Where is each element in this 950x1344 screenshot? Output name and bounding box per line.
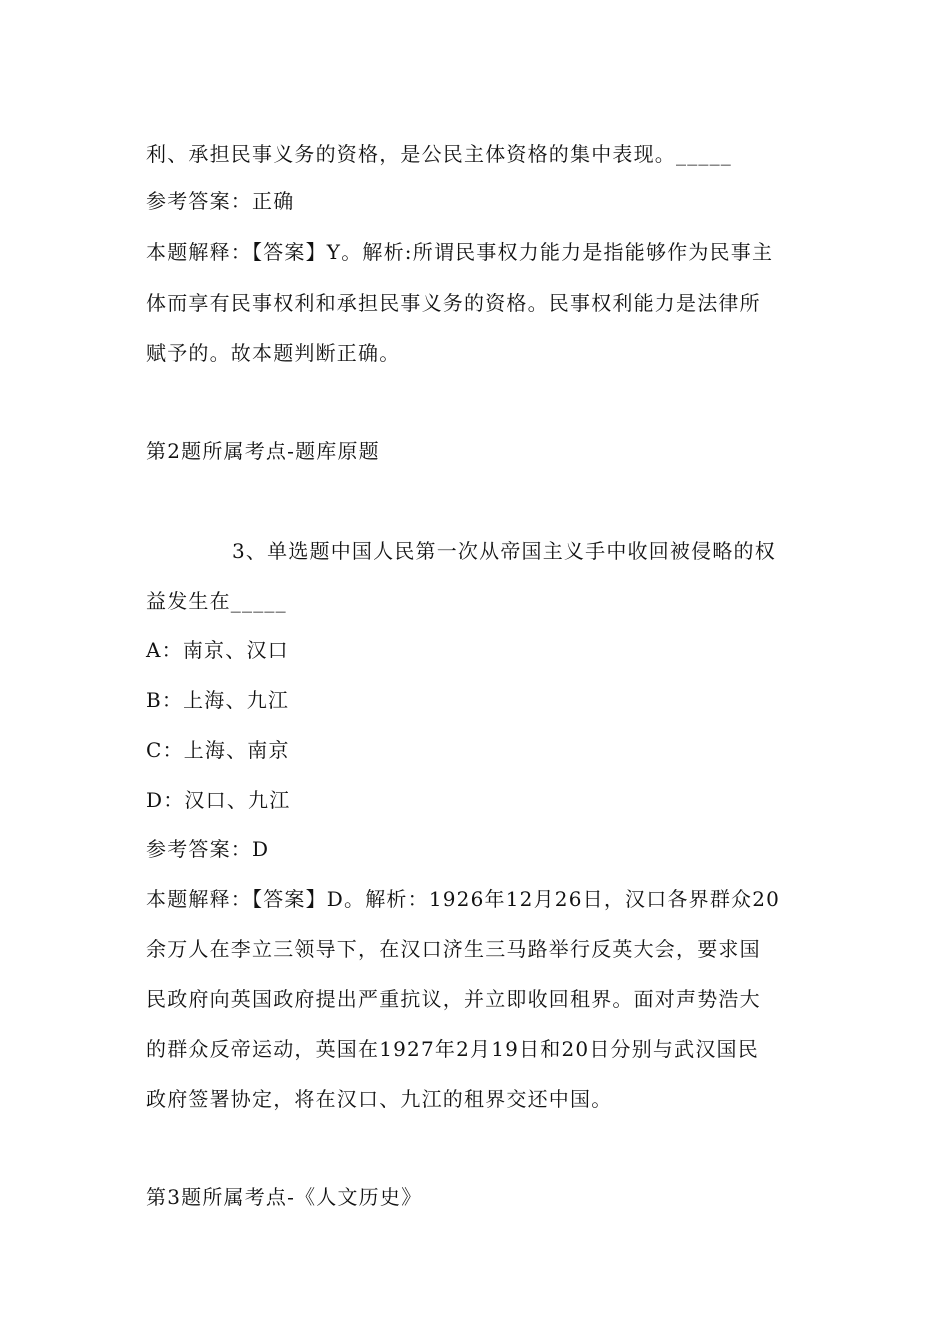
q3-topic: 第3题所属考点-《人文历史》 [146,1185,423,1209]
q2-answer: 参考答案：正确 [146,189,295,213]
q2-explanation-line-2: 体而享有民事权利和承担民事义务的资格。民事权利能力是法律所 [146,291,761,315]
q2-topic: 第2题所属考点-题库原题 [146,439,380,463]
q3-explanation-line-2: 余万人在李立三领导下，在汉口济生三马路举行反英大会，要求国 [146,937,761,961]
q3-explanation-line-4: 的群众反帝运动，英国在1927年2月19日和20日分别与武汉国民 [146,1037,759,1061]
q2-explanation-line-1: 本题解释：【答案】Y。解析:所谓民事权力能力是指能够作为民事主 [146,240,774,264]
q3-option-b: B：上海、九江 [146,688,290,712]
q3-answer: 参考答案：D [146,837,270,861]
q3-explanation-line-1: 本题解释：【答案】D。解析：1926年12月26日，汉口各界群众20 [146,887,781,911]
q2-stem-tail: 利、承担民事义务的资格，是公民主体资格的集中表现。_____ [146,142,732,166]
q3-explanation-line-3: 民政府向英国政府提出严重抗议，并立即收回租界。面对声势浩大 [146,987,761,1011]
q3-stem-line-2: 益发生在_____ [146,589,287,613]
q3-option-a: A：南京、汉口 [146,638,289,662]
q3-option-c: C：上海、南京 [146,738,290,762]
q3-explanation-line-5: 政府签署协定，将在汉口、九江的租界交还中国。 [146,1087,613,1111]
q3-stem-line-1: 3、单选题中国人民第一次从帝国主义手中收回被侵略的权 [232,539,776,563]
q2-explanation-line-3: 赋予的。故本题判断正确。 [146,341,401,365]
q3-option-d: D：汉口、九江 [146,788,291,812]
